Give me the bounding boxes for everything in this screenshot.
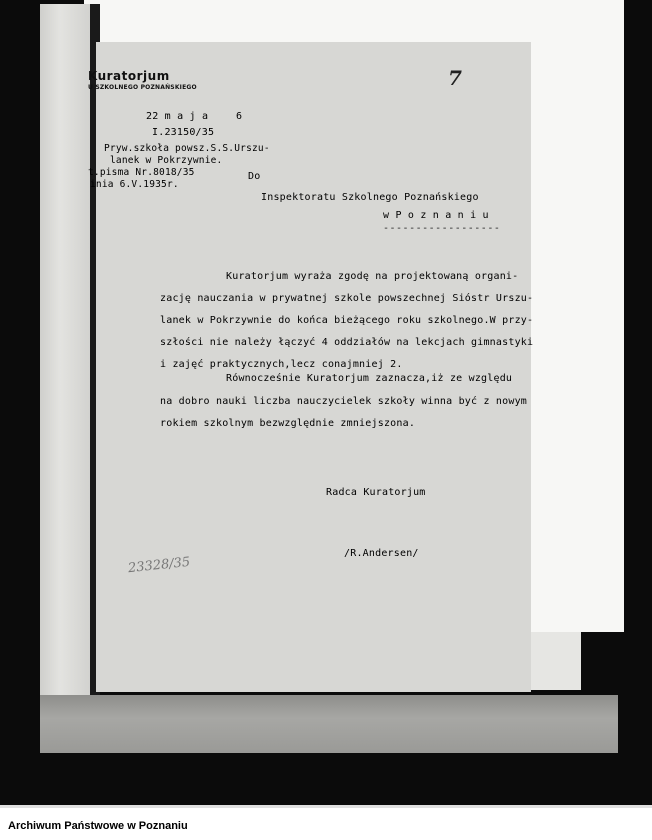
body-line: Równocześnie Kuratorjum zaznacza,iż ze względu (226, 373, 513, 384)
archive-footer (0, 805, 652, 840)
signature-name: /R.Andersen/ (344, 548, 419, 559)
underlying-page-edge (531, 632, 581, 690)
letterhead-name: Kuratorjum (88, 69, 170, 83)
signature-title: Radca Kuratorjum (326, 487, 426, 498)
body-line: i zajęć praktycznych,lecz conajmniej 2. (160, 359, 403, 370)
folded-margin-strip (40, 4, 90, 696)
body-line: zację nauczania w prywatnej szkole powszechnej Sióstr Urszu- (160, 293, 534, 304)
letter-year-digit: 6 (236, 111, 243, 122)
reference-letter: t.pisma Nr.8018/35 (88, 167, 195, 178)
reference-date: inia 6.V.1935r. (90, 179, 179, 190)
body-line: rokiem szkolnym bezwzględnie zmniejszona. (160, 418, 416, 429)
letterhead-subtitle: U SZKOLNEGO POZNAŃSKIEGO (88, 84, 197, 91)
subject-line-2: lanek w Pokrzywnie. (110, 155, 223, 166)
body-line: szłości nie należy łączyć 4 oddziałów na lekcjach gimnastyki (160, 337, 534, 348)
body-line: lanek w Pokrzywnie do końca bieżącego roku szkolnego.W przy- (160, 315, 534, 326)
letter-number: I.23150/35 (152, 127, 215, 138)
addressee-to: Do (248, 171, 261, 182)
subject-line-1: Pryw.szkoła powsz.S.S.Urszu- (104, 143, 270, 154)
addressee-underline: ------------------ (383, 223, 501, 234)
addressee-line-1: Inspektoratu Szkolnego Poznańskiego (261, 192, 479, 203)
pencil-note: 23328/35 (127, 554, 191, 577)
addressee-line-2: w P o z n a n i u (383, 210, 489, 221)
body-line: na dobro nauki liczba nauczycielek szkoły winna być z nowym (160, 396, 528, 407)
body-line: Kuratorjum wyraża zgodę na projektowaną organi- (226, 271, 519, 282)
folio-mark: 7 (448, 66, 462, 90)
binding-band (40, 695, 618, 753)
letter-date: 22 m a j a (146, 111, 209, 122)
archive-name: Archiwum Państwowe w Poznaniu (8, 820, 188, 832)
